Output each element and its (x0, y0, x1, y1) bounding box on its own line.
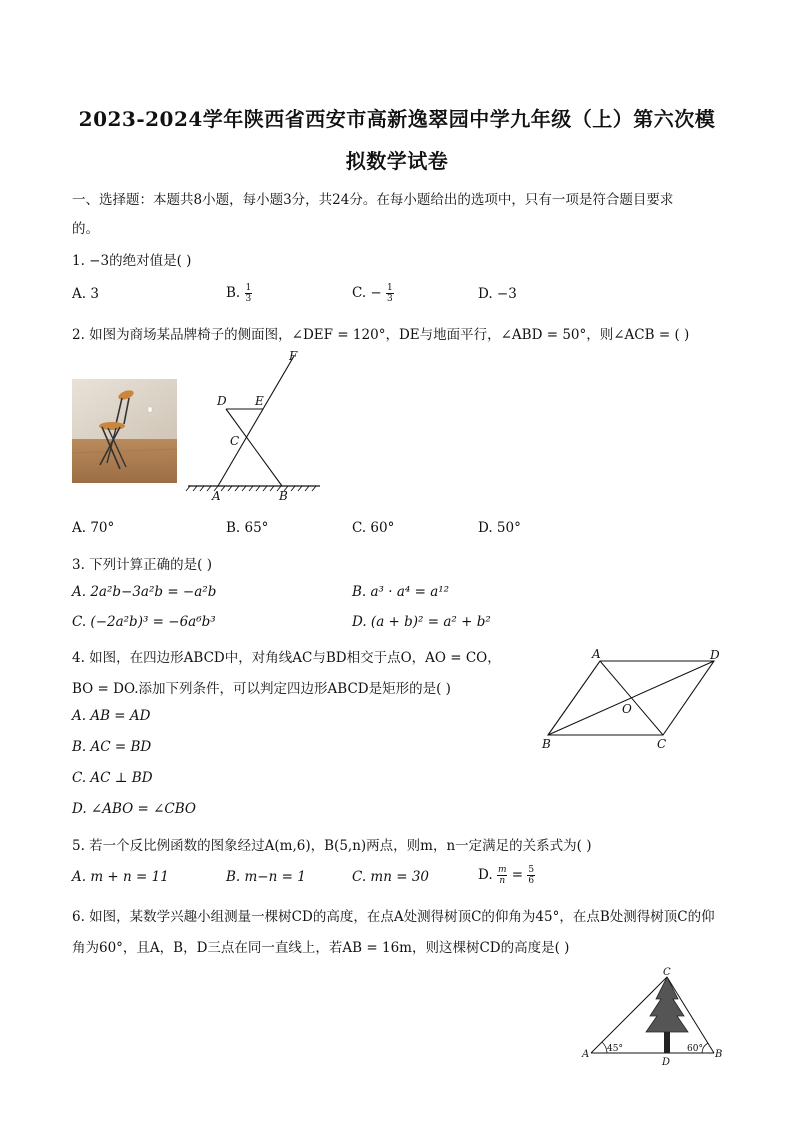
q1-stem: 1. −3的绝对值是( ) (72, 253, 192, 269)
label-D: D (662, 1057, 671, 1068)
q6-stem-line2: 角为60°，且A，B，D三点在同一直线上，若AB = 16m，则这棵树CD的高度是( ) (72, 940, 570, 956)
q4-option-a: A. AB = AD (72, 708, 151, 724)
label-O: O (622, 702, 632, 716)
fraction-denominator: n (499, 876, 506, 886)
q2-option-c: C. 60° (352, 520, 395, 536)
fraction-numerator: 1 (245, 283, 252, 293)
q4-option-c: C. AC ⊥ BD (72, 770, 153, 786)
ground-hatching (186, 486, 316, 491)
label-B: B (279, 489, 288, 503)
q5-option-d (478, 865, 535, 886)
angle-A-label: 45° (607, 1044, 623, 1054)
q1-option-c-fraction (386, 283, 394, 304)
section-instructions-line1: 一、选择题：本题共8小题，每小题3分，共24分。在每小题给出的选项中，只有一项是符合题目要求 (72, 192, 674, 208)
fraction-numerator: m (497, 865, 507, 875)
q1-option-c-prefix: C. − (352, 285, 382, 301)
q2-option-b: B. 65° (226, 520, 269, 536)
q4-stem-line2: BO = DO.添加下列条件，可以判定四边形ABCD是矩形的是( ) (72, 681, 451, 697)
q5-stem: 5. 若一个反比例函数的图象经过A(m,6)，B(5,n)两点，则m，n一定满足的关系式为( ) (72, 838, 592, 854)
q4-stem-line1: 4. 如图，在四边形ABCD中，对角线AC与BD相交于点O，AO = CO， (72, 650, 501, 666)
fraction-numerator: 5 (528, 865, 535, 875)
label-D: D (217, 394, 227, 408)
q5-option-d-left-fraction (497, 865, 508, 886)
label-C: C (657, 737, 667, 751)
label-A: A (212, 489, 221, 503)
q1-option-a: A. 3 (72, 286, 99, 302)
q4-option-b: B. AC = BD (72, 739, 152, 755)
label-C: C (663, 967, 671, 978)
q2-option-a: A. 70° (72, 520, 115, 536)
fraction-denominator: 3 (245, 294, 252, 304)
exam-title-line1: 2023-2024学年陕西省西安市高新逸翠园中学九年级（上）第六次模 (78, 107, 716, 131)
fraction-denominator: 3 (387, 294, 393, 304)
q5-option-d-equals: = (511, 867, 524, 883)
label-E: E (255, 394, 264, 408)
label-F: F (289, 349, 298, 363)
label-D: D (710, 648, 720, 662)
q3-option-c: C. (−2a²b)³ = −6a⁶b³ (72, 614, 216, 630)
q1-option-d: D. −3 (478, 286, 517, 302)
q2-chair-diagram (186, 348, 326, 503)
q2-stem: 2. 如图为商场某品牌椅子的侧面图，∠DEF = 120°，DE与地面平行，∠ABD = 50°，则∠ACB = ( ) (72, 327, 690, 343)
q1-option-b (226, 283, 252, 304)
section-instructions-line2: 的。 (72, 221, 99, 237)
label-A: A (582, 1049, 590, 1060)
q3-option-d: D. (a + b)² = a² + b² (352, 614, 491, 630)
q4-option-d: D. ∠ABO = ∠CBO (72, 801, 196, 817)
label-A: A (592, 647, 601, 661)
q5-option-d-right-fraction (527, 865, 535, 886)
label-B: B (542, 737, 551, 751)
label-C: C (230, 434, 240, 448)
q4-parallelogram-diagram (536, 646, 726, 756)
chair-photo-drawing (72, 379, 177, 483)
chair-photo (72, 379, 177, 483)
q3-option-b: B. a³ · a⁴ = a¹² (352, 584, 450, 600)
q3-option-a: A. 2a²b−3a²b = −a²b (72, 584, 217, 600)
q5-option-a: A. m + n = 11 (72, 869, 169, 885)
q5-option-c: C. mn = 30 (352, 869, 429, 885)
exam-title-line2: 拟数学试卷 (345, 149, 449, 173)
q3-stem: 3. 下列计算正确的是( ) (72, 557, 212, 573)
q1-option-b-prefix: B. (226, 285, 241, 301)
q5-option-b: B. m−n = 1 (226, 869, 306, 885)
q1-option-b-fraction (245, 283, 253, 304)
segment-AF (218, 356, 294, 486)
q6-tree-diagram (578, 966, 728, 1066)
label-B: B (715, 1049, 723, 1060)
tree-icon (646, 977, 688, 1053)
q1-option-c (352, 283, 394, 304)
angle-B-label: 60° (687, 1044, 703, 1054)
q2-option-d: D. 50° (478, 520, 521, 536)
q6-stem-line1: 6. 如图，某数学兴趣小组测量一棵树CD的高度，在点A处测得树顶C的仰角为45°，在点B处测得树顶C的仰 (72, 909, 715, 925)
q5-option-d-prefix: D. (478, 867, 493, 883)
fraction-numerator: 1 (387, 283, 393, 293)
fraction-denominator: 6 (528, 876, 535, 886)
